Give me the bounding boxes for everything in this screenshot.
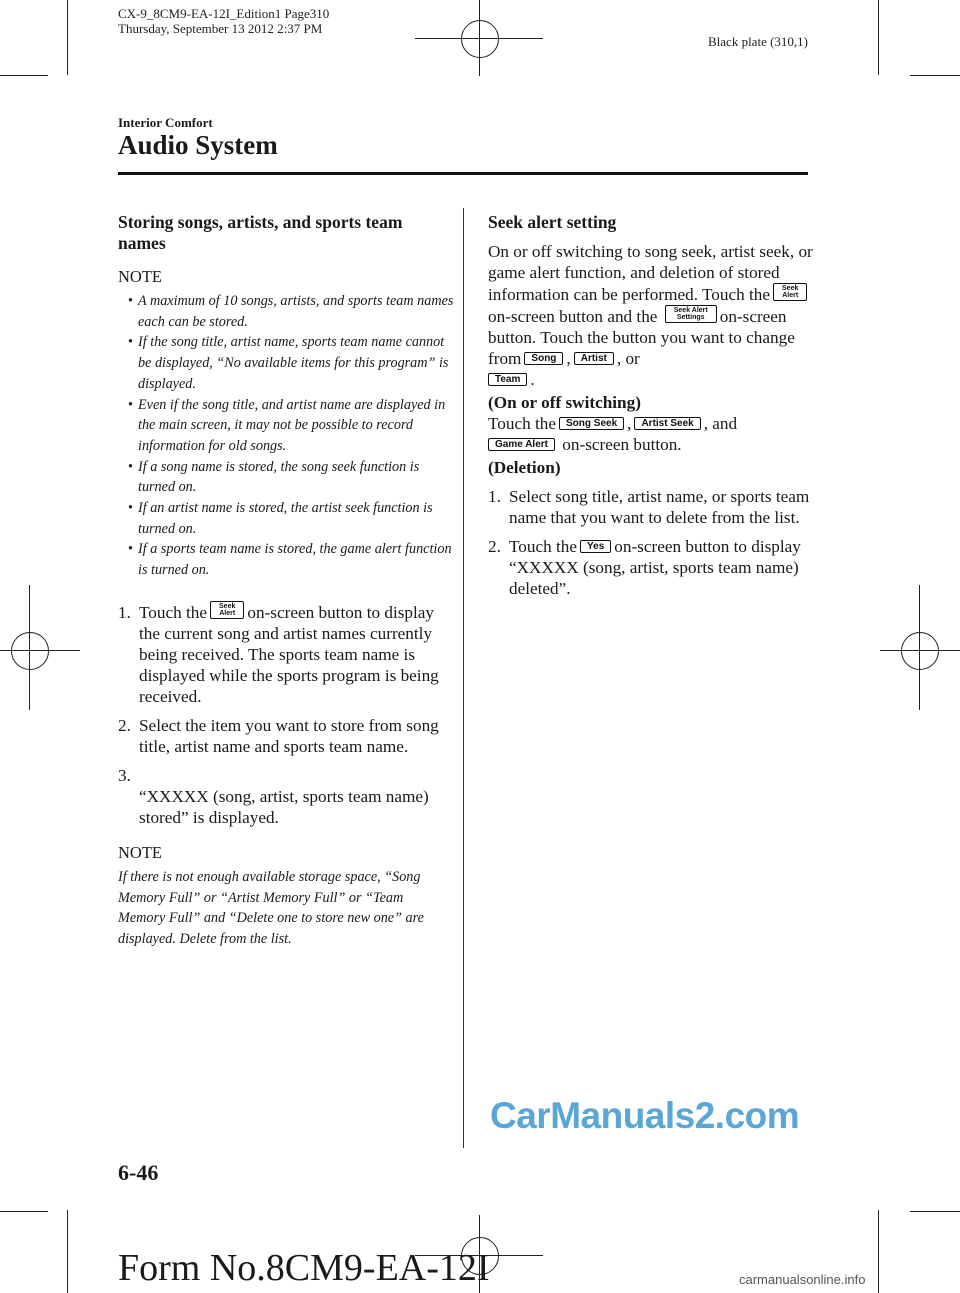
subheading-switching: (On or off switching) bbox=[488, 393, 641, 412]
button-label: Alert bbox=[219, 609, 236, 617]
step-text: “XXXXX (song, artist, sports team name) stored” is displayed. bbox=[139, 786, 429, 827]
registration-line bbox=[880, 650, 960, 651]
right-column bbox=[488, 212, 824, 599]
note-item: • If an artist name is stored, the artist seek function is turned on. bbox=[118, 498, 454, 539]
paragraph-text: , bbox=[627, 414, 632, 433]
crop-mark bbox=[0, 1211, 48, 1212]
paragraph-text: Touch the bbox=[702, 285, 771, 304]
crop-mark bbox=[878, 1210, 879, 1293]
step-number: 2. bbox=[488, 537, 501, 556]
step-text: Select the item you want to store from song title, artist name and sports team name. bbox=[139, 715, 439, 756]
paragraph-text: on-screen button. Touch the button you want to change from bbox=[488, 307, 795, 368]
step-text: Touch the bbox=[509, 537, 578, 556]
button-label: Alert bbox=[782, 292, 799, 299]
registration-line bbox=[0, 650, 80, 651]
print-info bbox=[118, 6, 329, 36]
artist-seek-button-icon: Artist Seek bbox=[634, 417, 700, 430]
registration-mark-icon bbox=[901, 632, 939, 670]
step-3 bbox=[118, 765, 454, 828]
note-item: • If a sports team name is stored, the game alert function is turned on. bbox=[118, 539, 454, 580]
team-button-icon: Team bbox=[488, 373, 527, 386]
section-heading-seek-alert: Seek alert setting bbox=[488, 212, 617, 232]
button-label: Settings bbox=[676, 314, 705, 321]
watermark: CarManuals2.com bbox=[490, 1095, 800, 1136]
button-label: Seek Alert bbox=[673, 307, 708, 314]
paragraph bbox=[488, 241, 824, 390]
paragraph-text: on-screen button. bbox=[562, 435, 682, 454]
form-number: Form No.8CM9-EA-12I bbox=[118, 1247, 490, 1289]
step-text: Select song title, artist name, or sports team name that you want to delete from the list. bbox=[509, 487, 810, 527]
note-item: • A maximum of 10 songs, artists, and sports team names each can be stored. bbox=[118, 291, 454, 332]
subheading-deletion: (Deletion) bbox=[488, 458, 561, 477]
plate-label: Black plate (310,1) bbox=[708, 34, 808, 49]
section-heading-storing: Storing songs, artists, and sports team names bbox=[118, 212, 403, 253]
seek-alert-button-icon bbox=[210, 601, 244, 619]
page-title: Audio System bbox=[118, 130, 278, 160]
paragraph-text: , or bbox=[616, 349, 640, 368]
crop-mark bbox=[0, 75, 48, 76]
print-info-line1: CX-9_8CM9-EA-12I_Edition1 Page310 bbox=[118, 6, 330, 21]
step-2 bbox=[118, 715, 454, 757]
button-label: Seek bbox=[219, 602, 236, 610]
step-number: 3. bbox=[118, 765, 131, 785]
crop-mark bbox=[910, 1211, 960, 1212]
note-text: If there is not enough available storage space, “Song Memory Full” or “Artist Memory Full” or “Team Memory Full” and “Delete one to store new one” are displayed. Delete from the list. bbox=[118, 868, 424, 947]
step-number: 1. bbox=[488, 487, 501, 506]
paragraph-text: . bbox=[530, 370, 535, 389]
song-button-icon: Song bbox=[524, 352, 563, 365]
delete-step-1 bbox=[488, 486, 824, 528]
title-rule bbox=[118, 172, 808, 175]
site-watermark: carmanualsonline.info bbox=[739, 1272, 866, 1287]
registration-mark-icon bbox=[461, 20, 499, 58]
paragraph bbox=[488, 413, 824, 455]
crop-mark bbox=[67, 0, 68, 75]
paragraph-text: , and bbox=[703, 414, 738, 433]
delete-step-2 bbox=[488, 536, 824, 599]
note-item: • Even if the song title, and artist name are displayed in the main screen, it may not be possible to record information for old songs. bbox=[118, 395, 454, 457]
seek-alert-settings-button-icon bbox=[665, 305, 717, 323]
song-seek-button-icon: Song Seek bbox=[559, 417, 624, 430]
yes-button-icon: Yes bbox=[580, 540, 611, 553]
registration-line bbox=[479, 0, 480, 76]
left-column bbox=[118, 212, 454, 950]
column-divider bbox=[463, 208, 464, 1148]
game-alert-button-icon: Game Alert bbox=[488, 438, 555, 451]
step-number: 1. bbox=[118, 602, 131, 622]
artist-button-icon: Artist bbox=[574, 352, 614, 365]
page-number: 6-46 bbox=[118, 1160, 159, 1185]
note-label: NOTE bbox=[118, 267, 162, 286]
step-text: on-screen button to display “XXXXX (song, artist, sports team name) deleted”. bbox=[509, 537, 801, 598]
paragraph-text: On or off switching to song seek, artist seek, or game alert function, and deletion of stored information can be performed. bbox=[488, 242, 813, 304]
section-label: Interior Comfort bbox=[118, 115, 213, 130]
note-label: NOTE bbox=[118, 842, 162, 862]
step-1 bbox=[118, 601, 454, 707]
print-info-line2: Thursday, September 13 2012 2:37 PM bbox=[118, 21, 323, 36]
paragraph-text: , bbox=[566, 349, 571, 368]
step-text: Touch the bbox=[139, 602, 208, 622]
crop-mark bbox=[67, 1210, 68, 1293]
seek-alert-button-icon bbox=[773, 283, 807, 301]
registration-line bbox=[29, 585, 30, 710]
registration-line bbox=[919, 585, 920, 710]
registration-mark-icon bbox=[11, 632, 49, 670]
step-text: on-screen button to display the current song and artist names currently being received. The sports team name is displayed while the sports program is being received. bbox=[139, 602, 439, 706]
note-item: • If a song name is stored, the song seek function is turned on. bbox=[118, 457, 454, 498]
step-number: 2. bbox=[118, 715, 131, 735]
crop-mark bbox=[878, 0, 879, 75]
note-list bbox=[118, 291, 454, 581]
button-label: Seek bbox=[782, 285, 799, 292]
crop-mark bbox=[910, 75, 960, 76]
paragraph-text: on-screen button and the bbox=[488, 307, 658, 326]
paragraph-text: Touch the bbox=[488, 414, 557, 433]
note-item: • If the song title, artist name, sports team name cannot be displayed, “No available items for this program” is displayed. bbox=[118, 332, 454, 394]
